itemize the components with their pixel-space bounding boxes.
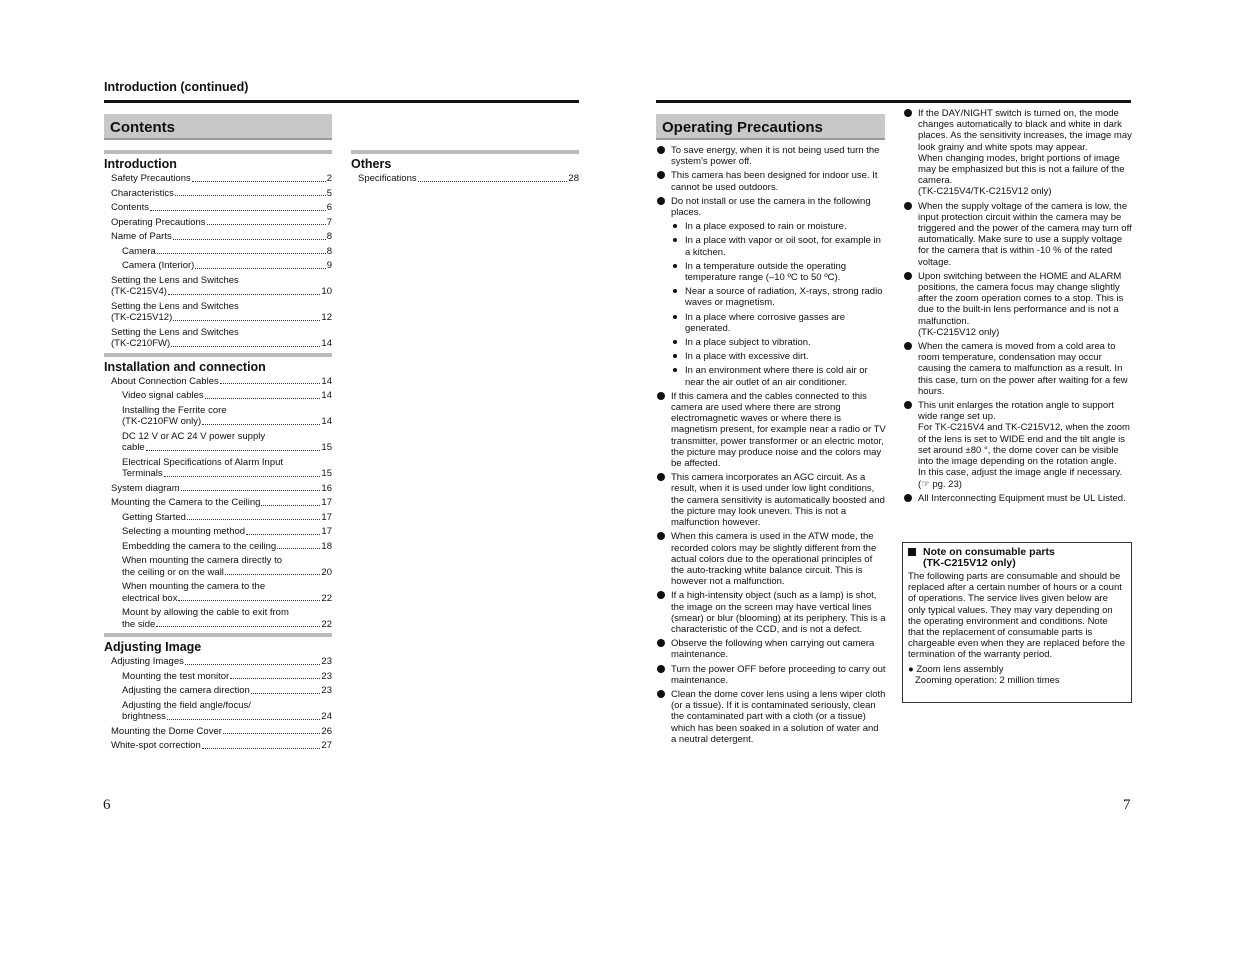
sub-bullet-item: In a place where corrosive gasses are generated. [657,312,886,334]
page-number-left: 6 [103,797,111,813]
toc-entry-label: Selecting a mounting method [122,526,246,537]
toc-entry-label: brightness [122,711,166,722]
toc-dot-leader [156,626,320,627]
toc-entry [104,656,332,668]
toc-page-number: 16 [321,482,332,494]
toc-entry-label: Name of Parts [111,231,172,242]
toc-entry-label: Mounting the test monitor [122,670,230,682]
toc-dot-leader [167,719,321,720]
toc-dot-leader [173,239,326,240]
precautions-column-2 [904,108,1133,507]
toc-dot-leader [277,548,320,549]
toc-page-number: 17 [321,526,332,537]
toc-entry-line: Mount by allowing the cable to exit from [122,607,289,618]
toc-page-number: 18 [321,540,332,552]
toc-section-title: Installation and connection [104,353,332,374]
toc-page-number: 22 [321,592,332,604]
toc-entry-label: Contents [111,202,150,213]
toc-dot-leader [230,678,320,679]
toc-entry-label: Terminals [122,468,163,479]
note-title-line2: (TK-C215V12 only) [923,557,1016,569]
note-title [908,547,1126,569]
toc-page-number: 28 [568,173,579,184]
toc-dot-leader [418,181,568,182]
toc-section [104,633,332,752]
consumable-parts-note [902,542,1132,703]
toc-page-number: 2 [326,173,332,184]
toc-entry-label: Operating Precautions [111,216,206,228]
toc-entry-main [111,497,332,509]
toc-page-number: 14 [321,338,332,349]
toc-entry-main [111,726,332,738]
toc-column-2 [351,150,579,188]
toc-entry-main [111,338,332,350]
precautions-column-1 [657,145,886,748]
toc-entry [104,512,332,524]
toc-entry [104,497,332,509]
toc-dot-leader [173,320,320,321]
toc-entry-main [111,656,332,668]
toc-entry-line: Setting the Lens and Switches [111,300,239,312]
sub-bullet-item: Near a source of radiation, X-rays, strong radio waves or magnetism. [657,286,886,308]
toc-page-number: 23 [321,685,332,696]
toc-dot-leader [246,534,320,535]
toc-entry-label: cable [122,442,145,453]
toc-entry [104,726,332,738]
contents-title: Contents [104,114,332,140]
toc-entry-label: the side [122,618,156,630]
toc-entry [104,555,332,578]
toc-section-title: Adjusting Image [104,633,332,654]
toc-entry-main [122,671,332,683]
toc-entry-label: Mounting the Dome Cover [111,725,222,737]
toc-dot-leader [181,490,321,491]
toc-page-number: 22 [321,618,332,630]
toc-entry-main [111,188,332,200]
note-body: The following parts are consumable and should be replaced after a certain number of hours or a count of operations. The service lives given below are only typical values. They may vary depending on the operating environment and conditions. Note that the replacement of consumable parts is chargeable even when they are replaced before the termination of the warranty period. [908,571,1126,661]
toc-page-number: 6 [326,202,332,213]
sub-bullet-item: In an environment where there is cold air or near the air outlet of an air conditioner. [657,365,886,387]
toc-entry-label: About Connection Cables [111,375,219,387]
bullet-item: When this camera is used in the ATW mode, the recorded colors may be slightly different from the actual colors due to the operational principles of the auto-tracking white balance circuit. This is however not a malfunction. [657,531,886,587]
toc-dot-leader [205,398,321,399]
sub-bullet-item: In a temperature outside the operating temperature range (–10 ºC to 50 ºC). [657,261,886,283]
toc-dot-leader [195,268,325,269]
toc-page-number: 8 [326,245,332,257]
toc-list [104,173,332,350]
toc-entry [351,173,579,185]
toc-entry-main [122,711,332,723]
toc-page-number: 5 [326,187,332,199]
toc-entry-main [122,619,332,631]
toc-entry [104,457,332,480]
toc-entry-label: White-spot correction [111,740,201,751]
toc-entry-label: Adjusting Images [111,656,184,667]
toc-entry [104,483,332,495]
toc-entry-line: Electrical Specifications of Alarm Input [122,456,284,468]
toc-entry-label: Adjusting the camera direction [122,685,250,696]
bullet-item: Upon switching between the HOME and ALARM positions, the camera focus may change slightly after the zoom operation comes to a stop. This is due to the built-in lens performance and is not a malfunction. (TK-C215V12 only) [904,271,1133,338]
toc-entry-label: Camera (Interior) [122,260,195,271]
toc-entry [104,685,332,697]
bullet-item: When the supply voltage of the camera is low, the input protection circuit within the camera may be triggered and the power of the camera may turn off automatically. Make sure to use a supply voltage for the camera that is within -10 % of the rated voltage. [904,201,1133,268]
toc-dot-leader [202,748,321,749]
toc-list [104,656,332,752]
toc-entry-label: (TK-C215V12) [111,312,173,323]
toc-entry [104,405,332,428]
toc-entry-main [111,740,332,752]
toc-page-number: 23 [321,656,332,667]
toc-entry [104,700,332,723]
toc-dot-leader [164,476,321,477]
page-number-right: 7 [1123,797,1131,813]
toc-entry [104,260,332,272]
toc-entry-label: Characteristics [111,187,174,199]
toc-entry-label: Specifications [358,173,417,184]
toc-page-number: 14 [321,390,332,401]
toc-entry-main [111,231,332,243]
bullet-item: Do not install or use the camera in the following places. [657,196,886,218]
bullet-item: Clean the dome cover lens using a lens wiper cloth (or a tissue). If it is contaminated seriously, clean the contaminated part with a cloth (or a tissue) which has been soaked in a solution of water and a neutral detergent. [657,689,886,745]
note-item-detail: Zooming operation: 2 million times [915,674,1060,686]
toc-section [351,150,579,185]
toc-entry [104,275,332,298]
bullet-item: If a high-intensity object (such as a lamp) is shot, the image on the screen may have vertical lines (smear) or blur (blooming) at its periphery. This is a characteristic of the CCD, and is not a defect. [657,590,886,635]
toc-entry-label: (TK-C215V4) [111,286,167,297]
toc-entry-main [122,567,332,579]
bullet-item: When the camera is moved from a cold area to room temperature, condensation may occur causing the camera to malfunction as a result. In this case, turn on the power after waiting for a few hours. [904,341,1133,397]
toc-entry [104,188,332,200]
header-rule-right [656,100,1131,103]
bullet-item: This camera has been designed for indoor use. It cannot be used outdoors. [657,170,886,192]
toc-entry-line: Installing the Ferrite core [122,404,227,416]
toc-dot-leader [150,210,326,211]
toc-page-number: 26 [321,725,332,737]
toc-entry-main [122,442,332,454]
toc-entry [104,671,332,683]
toc-section-title: Others [351,150,579,171]
sub-bullet-item: In a place with excessive dirt. [657,351,886,362]
toc-entry-label: electrical box [122,592,178,604]
toc-entry-main [111,217,332,229]
toc-page-number: 9 [326,260,332,271]
toc-dot-leader [251,693,321,694]
toc-page-number: 15 [321,468,332,479]
toc-page-number: 17 [321,497,332,508]
toc-dot-leader [261,505,320,506]
toc-entry [104,581,332,604]
bullet-item: Turn the power OFF before proceeding to carry out maintenance. [657,664,886,686]
toc-dot-leader [175,195,326,196]
toc-page-number: 24 [321,711,332,722]
toc-entry-main [122,526,332,538]
toc-list [351,173,579,185]
bullet-item: If this camera and the cables connected to this camera are used where there are strong electromagnetic waves or where there is magnetism present, for example near a radio or TV transmitter, power transformer or an electric motor, the picture may produce noise and the colors may be affected. [657,391,886,469]
toc-entry [104,327,332,350]
toc-entry-label: Mounting the Camera to the Ceiling [111,497,261,508]
toc-entry [104,231,332,243]
toc-entry-line: Setting the Lens and Switches [111,274,239,286]
toc-entry-label: (TK-C210FW only) [122,416,202,427]
toc-section [104,353,332,631]
running-header: Introduction (continued) [104,80,249,94]
toc-dot-leader [168,294,320,295]
bullet-item: To save energy, when it is not being used turn the system's power off. [657,145,886,167]
toc-page-number: 14 [321,375,332,387]
toc-entry-line: DC 12 V or AC 24 V power supply [122,430,266,442]
toc-entry [104,173,332,185]
toc-dot-leader [207,224,326,225]
toc-entry [104,607,332,630]
toc-page-number: 17 [321,511,332,523]
header-rule-left [104,100,579,103]
bullet-item: This camera incorporates an AGC circuit. As a result, when it is used under low light conditions, the camera sensitivity is automatically boosted and the picture may look uneven. This is not a malfunction however. [657,472,886,528]
toc-dot-leader [192,181,326,182]
toc-entry [104,202,332,214]
bullet-item: Observe the following when carrying out camera maintenance. [657,638,886,660]
toc-entry [104,740,332,752]
toc-entry-label: Safety Precautions [111,173,191,184]
toc-entry-label: Embedding the camera to the ceiling [122,540,277,552]
toc-page-number: 12 [321,312,332,323]
toc-entry-label: Camera [122,245,156,257]
toc-entry [104,246,332,258]
sub-bullet-item: In a place subject to vibration. [657,337,886,348]
toc-entry-main [122,246,332,258]
toc-dot-leader [223,733,321,734]
bullet-item: This unit enlarges the rotation angle to support wide range set up. For TK-C215V4 and TK-C215V12, when the zoom of the lens is set to WIDE end and the tilt angle is set around ±80 °, the dome cover can be visible into the image depending on the rotation angle. In this case, adjust the image angle if necessary. (☞ pg. 23) [904,400,1133,490]
toc-entry-main [358,173,579,185]
toc-entry-main [111,376,332,388]
toc-entry-main [122,685,332,697]
toc-entry-label: (TK-C210FW) [111,338,171,349]
toc-section-title: Introduction [104,150,332,171]
note-item: ● Zoom lens assembly [908,663,1004,675]
note-title-line1: Note on consumable parts [923,546,1055,558]
toc-entry [104,431,332,454]
toc-entry-main [111,286,332,298]
toc-dot-leader [187,519,321,520]
toc-entry-main [122,390,332,402]
toc-dot-leader [178,600,320,601]
toc-dot-leader [225,574,321,575]
toc-entry-label: Video signal cables [122,390,204,401]
toc-entry-main [111,483,332,495]
toc-entry-main [122,593,332,605]
toc-entry-line: When mounting the camera to the [122,581,266,592]
toc-entry-label: Getting Started [122,511,186,523]
toc-list [104,376,332,631]
toc-entry-main [122,416,332,428]
toc-dot-leader [185,664,321,665]
toc-entry-line: Setting the Lens and Switches [111,326,239,338]
toc-entry-line: When mounting the camera directly to [122,555,282,566]
toc-dot-leader [202,424,320,425]
toc-entry [104,301,332,324]
toc-entry-main [122,468,332,480]
toc-entry-main [122,260,332,272]
toc-entry-label: the ceiling or on the wall [122,566,224,578]
toc-entry [104,376,332,388]
toc-page-number: 14 [321,416,332,427]
toc-entry-main [122,512,332,524]
toc-entry [104,526,332,538]
toc-entry-main [111,173,332,185]
toc-entry [104,390,332,402]
toc-page-number: 8 [326,231,332,242]
toc-entry-main [122,541,332,553]
toc-page-number: 27 [321,740,332,751]
toc-dot-leader [171,346,320,347]
bullet-item: All Interconnecting Equipment must be UL Listed. [904,493,1133,504]
toc-page-number: 7 [326,216,332,228]
toc-column-1 [104,150,332,755]
sub-bullet-item: In a place exposed to rain or moisture. [657,221,886,232]
toc-dot-leader [220,383,321,384]
toc-dot-leader [157,253,326,254]
toc-page-number: 15 [321,442,332,453]
toc-entry-label: System diagram [111,482,180,494]
toc-entry-main [111,312,332,324]
toc-dot-leader [146,450,321,451]
toc-page-number: 20 [321,566,332,578]
toc-section [104,150,332,350]
toc-page-number: 23 [321,670,332,682]
bullet-item: If the DAY/NIGHT switch is turned on, the mode changes automatically to black and white in dark places. As the sensitivity increases, the image may look grainy and white spots may appear. When changing modes, bright portions of image may be emphasized but this is not a failure of the camera. (TK-C215V4/TK-C215V12 only) [904,108,1133,198]
operating-precautions-title: Operating Precautions [656,114,885,140]
toc-entry [104,541,332,553]
toc-entry [104,217,332,229]
sub-bullet-item: In a place with vapor or oil soot, for example in a kitchen. [657,235,886,257]
toc-page-number: 10 [321,286,332,297]
toc-entry-line: Adjusting the field angle/focus/ [122,699,251,711]
toc-entry-main [111,202,332,214]
